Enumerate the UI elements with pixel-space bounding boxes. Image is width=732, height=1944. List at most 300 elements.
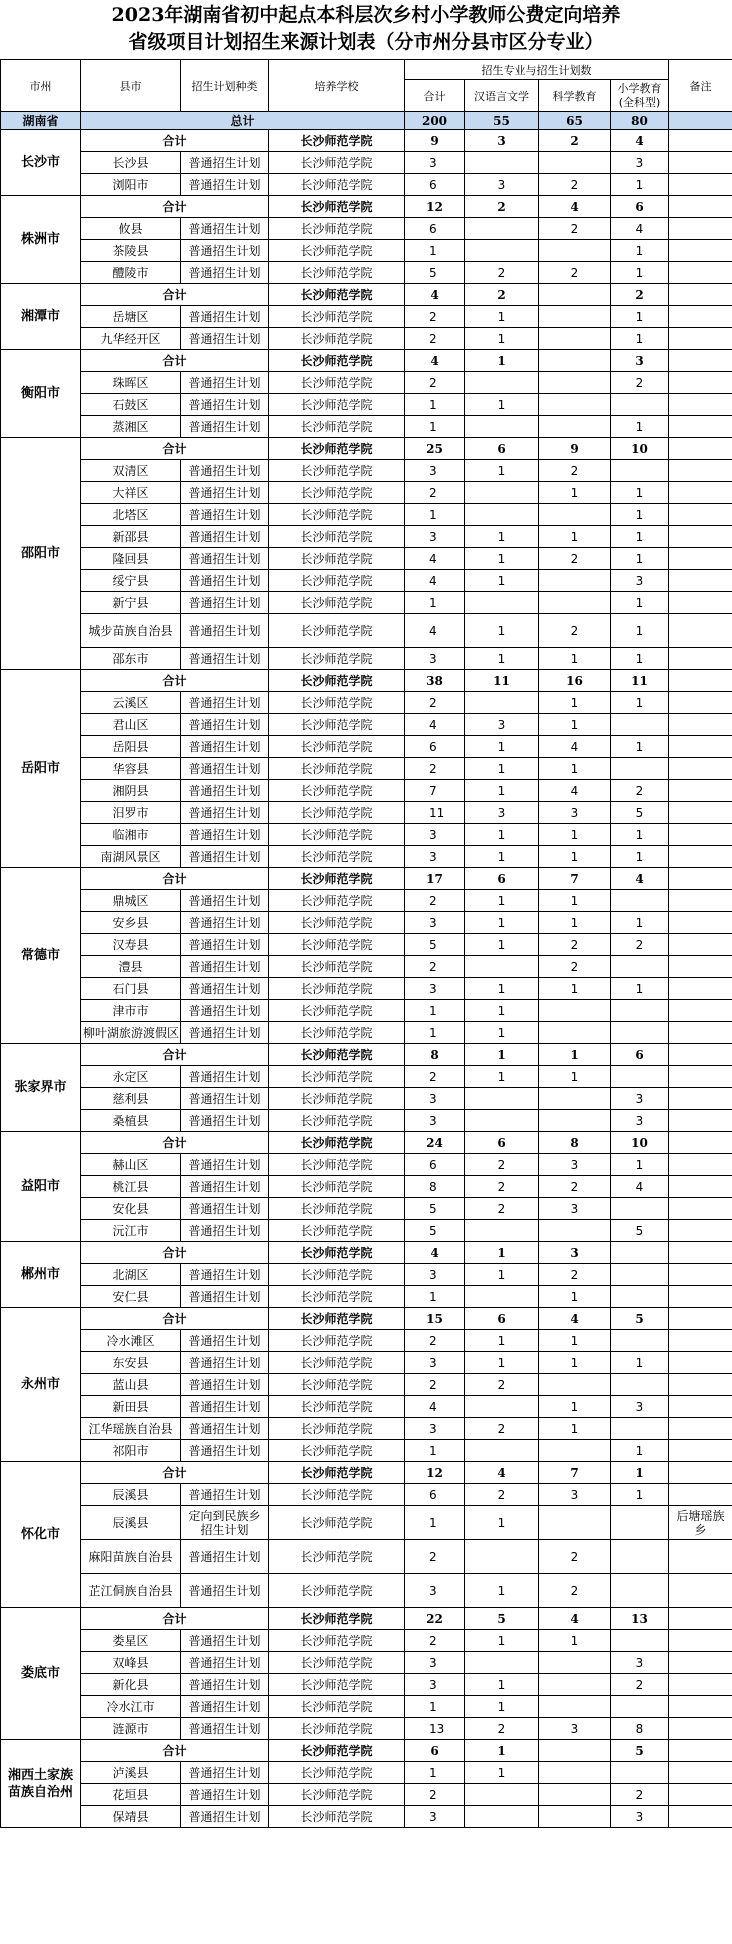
plan-type: 普通招生计划 — [181, 1154, 269, 1176]
city-subtotal-row — [1, 868, 732, 890]
school-name: 长沙师范学院 — [269, 1484, 405, 1506]
county-row — [1, 1000, 732, 1022]
county-row — [1, 482, 732, 504]
header-chinese: 汉语言文学 — [465, 80, 539, 112]
county-name: 泸溪县 — [81, 1762, 181, 1784]
city-subtotal-row — [1, 284, 732, 306]
county-name: 隆回县 — [81, 548, 181, 570]
science-value — [539, 372, 611, 394]
primary-value — [611, 1286, 669, 1308]
chinese-value: 1 — [465, 736, 539, 758]
total-value: 6 — [405, 1484, 465, 1506]
school-name: 长沙师范学院 — [269, 152, 405, 174]
total-value: 3 — [405, 648, 465, 670]
city-name: 株洲市 — [1, 196, 81, 284]
note-cell — [669, 218, 732, 240]
chinese-value — [465, 1652, 539, 1674]
subtotal-total: 4 — [405, 1242, 465, 1264]
note-cell — [669, 1652, 732, 1674]
total-value: 5 — [405, 1198, 465, 1220]
plan-type: 普通招生计划 — [181, 1674, 269, 1696]
county-name: 祁阳市 — [81, 1440, 181, 1462]
plan-type: 普通招生计划 — [181, 152, 269, 174]
total-value: 1 — [405, 504, 465, 526]
grand-total-primary: 80 — [611, 112, 669, 130]
note-cell — [669, 1696, 732, 1718]
total-value: 2 — [405, 306, 465, 328]
subtotal-science: 16 — [539, 670, 611, 692]
school-name: 长沙师范学院 — [269, 1440, 405, 1462]
school-name: 长沙师范学院 — [269, 174, 405, 196]
subtotal-total: 25 — [405, 438, 465, 460]
plan-type: 普通招生计划 — [181, 1762, 269, 1784]
subtotal-chinese: 1 — [465, 1740, 539, 1762]
school-name: 长沙师范学院 — [269, 1462, 405, 1484]
note-cell — [669, 736, 732, 758]
note-cell — [669, 1718, 732, 1740]
chinese-value — [465, 1286, 539, 1308]
chinese-value: 3 — [465, 714, 539, 736]
primary-value: 1 — [611, 306, 669, 328]
plan-type: 普通招生计划 — [181, 1418, 269, 1440]
primary-value — [611, 1630, 669, 1652]
county-row — [1, 736, 732, 758]
subtotal-science — [539, 1740, 611, 1762]
note-cell — [669, 460, 732, 482]
school-name: 长沙师范学院 — [269, 978, 405, 1000]
county-row — [1, 1652, 732, 1674]
subtotal-chinese: 1 — [465, 1044, 539, 1066]
science-value — [539, 1806, 611, 1828]
county-name: 长沙县 — [81, 152, 181, 174]
chinese-value: 2 — [465, 1154, 539, 1176]
chinese-value — [465, 1784, 539, 1806]
note-cell — [669, 262, 732, 284]
subtotal-primary: 1 — [611, 1462, 669, 1484]
chinese-value: 1 — [465, 1762, 539, 1784]
subtotal-label: 合计 — [81, 1462, 269, 1484]
total-value: 2 — [405, 482, 465, 504]
chinese-value: 1 — [465, 1264, 539, 1286]
county-name: 北湖区 — [81, 1264, 181, 1286]
county-name: 鼎城区 — [81, 890, 181, 912]
primary-value: 3 — [611, 1806, 669, 1828]
plan-type: 普通招生计划 — [181, 328, 269, 350]
subtotal-total: 17 — [405, 868, 465, 890]
plan-type: 普通招生计划 — [181, 218, 269, 240]
city-name: 湘西土家族苗族自治州 — [1, 1740, 81, 1828]
note-cell — [669, 394, 732, 416]
school-name: 长沙师范学院 — [269, 1718, 405, 1740]
chinese-value: 1 — [465, 548, 539, 570]
grand-total-note — [669, 112, 732, 130]
science-value — [539, 592, 611, 614]
science-value — [539, 1110, 611, 1132]
science-value: 3 — [539, 1198, 611, 1220]
grand-total-chinese: 55 — [465, 112, 539, 130]
school-name: 长沙师范学院 — [269, 592, 405, 614]
plan-type: 普通招生计划 — [181, 460, 269, 482]
note-cell — [669, 1088, 732, 1110]
note-cell — [669, 1022, 732, 1044]
subtotal-primary: 4 — [611, 868, 669, 890]
county-name: 绥宁县 — [81, 570, 181, 592]
school-name: 长沙师范学院 — [269, 416, 405, 438]
county-row — [1, 504, 732, 526]
header-note: 备注 — [669, 60, 732, 112]
subtotal-primary: 10 — [611, 1132, 669, 1154]
school-name: 长沙师范学院 — [269, 548, 405, 570]
county-name: 岳阳县 — [81, 736, 181, 758]
county-row — [1, 648, 732, 670]
school-name: 长沙师范学院 — [269, 1110, 405, 1132]
note-cell — [669, 1132, 732, 1154]
primary-value: 1 — [611, 978, 669, 1000]
science-value — [539, 1784, 611, 1806]
science-value: 4 — [539, 736, 611, 758]
note-cell — [669, 670, 732, 692]
plan-type: 普通招生计划 — [181, 780, 269, 802]
total-value: 6 — [405, 218, 465, 240]
school-name: 长沙师范学院 — [269, 1308, 405, 1330]
county-row — [1, 1718, 732, 1740]
plan-type: 普通招生计划 — [181, 1784, 269, 1806]
primary-value — [611, 890, 669, 912]
primary-value: 1 — [611, 824, 669, 846]
chinese-value: 1 — [465, 824, 539, 846]
school-name: 长沙师范学院 — [269, 1418, 405, 1440]
grand-total-label: 总计 — [81, 112, 405, 130]
county-name: 南湖风景区 — [81, 846, 181, 868]
plan-type: 普通招生计划 — [181, 394, 269, 416]
chinese-value: 1 — [465, 890, 539, 912]
school-name: 长沙师范学院 — [269, 1396, 405, 1418]
chinese-value: 1 — [465, 1696, 539, 1718]
primary-value: 1 — [611, 736, 669, 758]
chinese-value: 2 — [465, 1484, 539, 1506]
county-row — [1, 1440, 732, 1462]
subtotal-chinese: 11 — [465, 670, 539, 692]
total-value: 1 — [405, 1000, 465, 1022]
city-name: 张家界市 — [1, 1044, 81, 1132]
primary-value: 1 — [611, 526, 669, 548]
subtotal-label: 合计 — [81, 196, 269, 218]
county-row — [1, 152, 732, 174]
plan-type: 普通招生计划 — [181, 548, 269, 570]
county-row — [1, 780, 732, 802]
total-value: 5 — [405, 262, 465, 284]
note-cell — [669, 1066, 732, 1088]
county-name: 赫山区 — [81, 1154, 181, 1176]
subtotal-science: 3 — [539, 1242, 611, 1264]
county-row — [1, 1630, 732, 1652]
plan-type: 普通招生计划 — [181, 1806, 269, 1828]
science-value: 1 — [539, 1352, 611, 1374]
header-school: 培养学校 — [269, 60, 405, 112]
county-name: 华容县 — [81, 758, 181, 780]
county-row — [1, 802, 732, 824]
chinese-value: 2 — [465, 1198, 539, 1220]
note-cell — [669, 196, 732, 218]
total-value: 3 — [405, 460, 465, 482]
subtotal-primary: 6 — [611, 1044, 669, 1066]
note-cell — [669, 240, 732, 262]
science-value: 1 — [539, 1630, 611, 1652]
science-value — [539, 1088, 611, 1110]
school-name: 长沙师范学院 — [269, 1674, 405, 1696]
school-name: 长沙师范学院 — [269, 1352, 405, 1374]
total-value: 3 — [405, 1110, 465, 1132]
note-cell — [669, 1000, 732, 1022]
school-name: 长沙师范学院 — [269, 1176, 405, 1198]
primary-value: 4 — [611, 218, 669, 240]
county-name: 芷江侗族自治县 — [81, 1574, 181, 1608]
total-value: 1 — [405, 1506, 465, 1540]
note-cell — [669, 504, 732, 526]
primary-value: 1 — [611, 1352, 669, 1374]
note-cell — [669, 548, 732, 570]
school-name: 长沙师范学院 — [269, 1762, 405, 1784]
school-name: 长沙师范学院 — [269, 692, 405, 714]
plan-type: 普通招生计划 — [181, 692, 269, 714]
subtotal-science: 7 — [539, 868, 611, 890]
subtotal-science — [539, 350, 611, 372]
county-name: 城步苗族自治县 — [81, 614, 181, 648]
science-value: 1 — [539, 846, 611, 868]
county-name: 茶陵县 — [81, 240, 181, 262]
chinese-value — [465, 1396, 539, 1418]
county-row — [1, 1506, 732, 1540]
plan-type: 普通招生计划 — [181, 614, 269, 648]
total-value: 2 — [405, 1330, 465, 1352]
chinese-value — [465, 1440, 539, 1462]
county-name: 桃江县 — [81, 1176, 181, 1198]
school-name: 长沙师范学院 — [269, 1574, 405, 1608]
primary-value: 1 — [611, 482, 669, 504]
science-value: 2 — [539, 548, 611, 570]
subtotal-total: 8 — [405, 1044, 465, 1066]
total-value: 7 — [405, 780, 465, 802]
chinese-value — [465, 592, 539, 614]
county-row — [1, 1806, 732, 1828]
county-name: 蓝山县 — [81, 1374, 181, 1396]
county-row — [1, 1484, 732, 1506]
science-value: 2 — [539, 262, 611, 284]
school-name: 长沙师范学院 — [269, 1374, 405, 1396]
county-name: 汨罗市 — [81, 802, 181, 824]
chinese-value: 1 — [465, 1022, 539, 1044]
science-value: 1 — [539, 526, 611, 548]
science-value: 1 — [539, 1286, 611, 1308]
city-subtotal-row — [1, 1132, 732, 1154]
county-row — [1, 1022, 732, 1044]
plan-type: 普通招生计划 — [181, 504, 269, 526]
county-row — [1, 1574, 732, 1608]
science-value: 2 — [539, 956, 611, 978]
county-row — [1, 846, 732, 868]
note-cell — [669, 1574, 732, 1608]
plan-type: 普通招生计划 — [181, 1540, 269, 1574]
school-name: 长沙师范学院 — [269, 1784, 405, 1806]
subtotal-primary: 5 — [611, 1308, 669, 1330]
county-row — [1, 1286, 732, 1308]
school-name: 长沙师范学院 — [269, 1022, 405, 1044]
subtotal-label: 合计 — [81, 1044, 269, 1066]
subtotal-science — [539, 284, 611, 306]
plan-type: 普通招生计划 — [181, 1484, 269, 1506]
city-subtotal-row — [1, 1242, 732, 1264]
plan-type: 普通招生计划 — [181, 736, 269, 758]
county-name: 江华瑶族自治县 — [81, 1418, 181, 1440]
total-value: 1 — [405, 592, 465, 614]
county-name: 辰溪县 — [81, 1506, 181, 1540]
subtotal-chinese: 3 — [465, 130, 539, 152]
school-name: 长沙师范学院 — [269, 802, 405, 824]
total-value: 3 — [405, 526, 465, 548]
school-name: 长沙师范学院 — [269, 350, 405, 372]
school-name: 长沙师范学院 — [269, 670, 405, 692]
school-name: 长沙师范学院 — [269, 130, 405, 152]
total-value: 4 — [405, 614, 465, 648]
plan-type: 定向到民族乡招生计划 — [181, 1506, 269, 1540]
primary-value: 1 — [611, 328, 669, 350]
chinese-value: 2 — [465, 1176, 539, 1198]
subtotal-chinese: 2 — [465, 196, 539, 218]
chinese-value: 2 — [465, 262, 539, 284]
county-name: 沅江市 — [81, 1220, 181, 1242]
primary-value: 2 — [611, 780, 669, 802]
subtotal-science: 4 — [539, 196, 611, 218]
school-name: 长沙师范学院 — [269, 482, 405, 504]
note-cell — [669, 1374, 732, 1396]
note-cell — [669, 1330, 732, 1352]
subtotal-science: 2 — [539, 130, 611, 152]
chinese-value: 1 — [465, 934, 539, 956]
primary-value — [611, 1540, 669, 1574]
primary-value: 1 — [611, 592, 669, 614]
primary-value: 4 — [611, 1176, 669, 1198]
total-value: 2 — [405, 956, 465, 978]
plan-type: 普通招生计划 — [181, 648, 269, 670]
total-value: 3 — [405, 1352, 465, 1374]
subtotal-label: 合计 — [81, 670, 269, 692]
subtotal-primary: 4 — [611, 130, 669, 152]
plan-type: 普通招生计划 — [181, 1630, 269, 1652]
subtotal-label: 合计 — [81, 438, 269, 460]
county-row — [1, 372, 732, 394]
science-value: 1 — [539, 758, 611, 780]
subtotal-total: 12 — [405, 1462, 465, 1484]
primary-value — [611, 460, 669, 482]
school-name: 长沙师范学院 — [269, 460, 405, 482]
plan-type: 普通招生计划 — [181, 758, 269, 780]
subtotal-chinese: 6 — [465, 868, 539, 890]
subtotal-primary: 11 — [611, 670, 669, 692]
school-name: 长沙师范学院 — [269, 1066, 405, 1088]
science-value: 2 — [539, 1264, 611, 1286]
note-cell — [669, 1264, 732, 1286]
header-city: 市州 — [1, 60, 81, 112]
county-name: 大祥区 — [81, 482, 181, 504]
subtotal-science: 4 — [539, 1608, 611, 1630]
chinese-value — [465, 1220, 539, 1242]
primary-value: 5 — [611, 1220, 669, 1242]
county-name: 新邵县 — [81, 526, 181, 548]
science-value: 1 — [539, 648, 611, 670]
total-value: 3 — [405, 152, 465, 174]
science-value: 3 — [539, 1154, 611, 1176]
chinese-value: 1 — [465, 328, 539, 350]
note-cell — [669, 978, 732, 1000]
primary-value: 3 — [611, 1110, 669, 1132]
plan-type: 普通招生计划 — [181, 1198, 269, 1220]
plan-type: 普通招生计划 — [181, 262, 269, 284]
total-value: 2 — [405, 758, 465, 780]
primary-value: 2 — [611, 934, 669, 956]
subtotal-label: 合计 — [81, 868, 269, 890]
county-name: 娄星区 — [81, 1630, 181, 1652]
plan-type: 普通招生计划 — [181, 416, 269, 438]
county-row — [1, 416, 732, 438]
school-name: 长沙师范学院 — [269, 1806, 405, 1828]
county-row — [1, 1220, 732, 1242]
county-name: 保靖县 — [81, 1806, 181, 1828]
chinese-value — [465, 218, 539, 240]
science-value — [539, 152, 611, 174]
total-value: 1 — [405, 240, 465, 262]
chinese-value: 2 — [465, 1374, 539, 1396]
chinese-value — [465, 1110, 539, 1132]
chinese-value — [465, 504, 539, 526]
subtotal-label: 合计 — [81, 1242, 269, 1264]
science-value: 3 — [539, 1718, 611, 1740]
school-name: 长沙师范学院 — [269, 240, 405, 262]
science-value — [539, 1762, 611, 1784]
note-cell — [669, 1198, 732, 1220]
primary-value: 2 — [611, 1784, 669, 1806]
subtotal-primary — [611, 1242, 669, 1264]
note-cell — [669, 482, 732, 504]
note-cell — [669, 758, 732, 780]
plan-type: 普通招生计划 — [181, 1652, 269, 1674]
county-row — [1, 714, 732, 736]
total-value: 3 — [405, 1806, 465, 1828]
school-name: 长沙师范学院 — [269, 780, 405, 802]
county-row — [1, 1330, 732, 1352]
county-row — [1, 1784, 732, 1806]
subtotal-primary: 5 — [611, 1740, 669, 1762]
county-row — [1, 1066, 732, 1088]
plan-type: 普通招生计划 — [181, 802, 269, 824]
note-cell — [669, 1608, 732, 1630]
header-row-1 — [1, 60, 732, 80]
primary-value: 1 — [611, 240, 669, 262]
chinese-value — [465, 956, 539, 978]
subtotal-total: 9 — [405, 130, 465, 152]
county-name: 冷水滩区 — [81, 1330, 181, 1352]
primary-value: 1 — [611, 262, 669, 284]
subtotal-primary: 6 — [611, 196, 669, 218]
chinese-value: 3 — [465, 802, 539, 824]
county-row — [1, 1374, 732, 1396]
county-row — [1, 614, 732, 648]
total-value: 3 — [405, 846, 465, 868]
science-value — [539, 1220, 611, 1242]
school-name: 长沙师范学院 — [269, 1242, 405, 1264]
county-row — [1, 824, 732, 846]
school-name: 长沙师范学院 — [269, 394, 405, 416]
total-value: 1 — [405, 1762, 465, 1784]
